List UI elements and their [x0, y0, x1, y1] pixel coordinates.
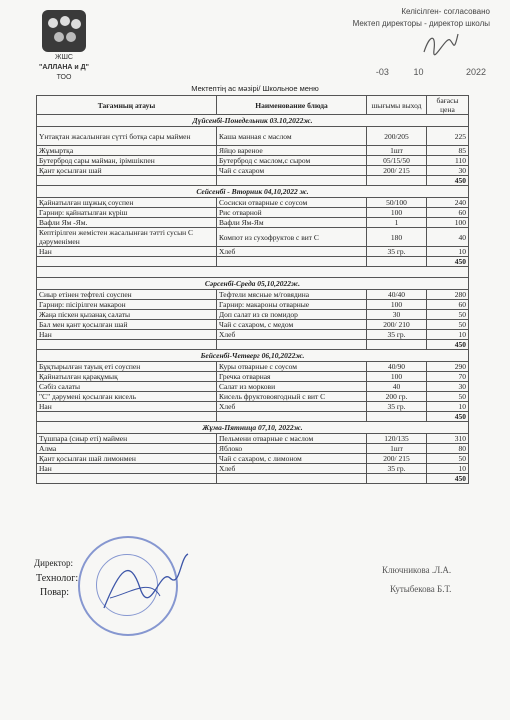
dish-price: 225 [427, 127, 469, 146]
dish-kz: Нан [37, 464, 217, 474]
approval-line-1: Келісілген- согласовано [401, 7, 490, 16]
dish-price: 100 [427, 218, 469, 228]
column-header-ru: Наименование блюда [217, 96, 367, 115]
dish-ru: Яйцо вареное [217, 146, 367, 156]
dish-kz: Нан [37, 330, 217, 340]
day-header: Жұма-Пятница 07,10, 2022ж. [37, 422, 469, 434]
dish-price: 290 [427, 362, 469, 372]
approval-date-month: 10 [413, 67, 424, 77]
dish-ru: Чай с сахаром, с медом [217, 320, 367, 330]
column-header-kz: Тағамның атауы [37, 96, 217, 115]
dish-kz: Қайнатылған қарақұмық [37, 372, 217, 382]
day-total: 450 [427, 257, 469, 267]
dish-price: 30 [427, 382, 469, 392]
director-signature [100, 548, 190, 618]
director-label: Директор: [34, 558, 74, 568]
dish-kz: Қант қосылған шай [37, 166, 217, 176]
approval-date-day: -03 [375, 67, 389, 77]
dish-output: 1 [367, 218, 427, 228]
dish-price: 50 [427, 320, 469, 330]
dish-output: 180 [367, 228, 427, 247]
technologist-label: Технолог: [36, 573, 79, 584]
dish-kz: Жаңа піскен қызанақ салаты [37, 310, 217, 320]
dish-ru: Хлеб [217, 464, 367, 474]
dish-kz: Жұмыртқа [37, 146, 217, 156]
dish-output: 40 [367, 382, 427, 392]
dish-kz: Кептірілген жемістен жасалынған тәтті сусын С дәруменімен [37, 228, 217, 247]
dish-ru: Компот из сухофруктов с вит С [217, 228, 367, 247]
dish-price: 50 [427, 454, 469, 464]
dish-kz: Бутерброд сары майман, ірімшікпен [37, 156, 217, 166]
day-header: Сәрсенбі-Среда 05,10,2022ж. [37, 278, 469, 290]
logo-emblem [42, 10, 86, 52]
company-logo [28, 10, 100, 94]
dish-output: 200/ 215 [367, 166, 427, 176]
dish-ru: Гарнир: макароны отварные [217, 300, 367, 310]
dish-price: 40 [427, 228, 469, 247]
dish-ru: Салат из моркови [217, 382, 367, 392]
dish-ru: Рис отварной [217, 208, 367, 218]
dish-output: 40/90 [367, 362, 427, 372]
logo-line-1: ЖШС [55, 54, 73, 61]
dish-output: 200/ 210 [367, 320, 427, 330]
dish-kz: Қант қосылған шай лимонмен [37, 454, 217, 464]
dish-kz: Нан [37, 247, 217, 257]
dish-price: 10 [427, 247, 469, 257]
dish-output: 30 [367, 310, 427, 320]
dish-ru: Яблоко [217, 444, 367, 454]
day-header: Дүйсенбі-Понедельник 03.10,2022ж. [37, 115, 469, 127]
dish-price: 30 [427, 166, 469, 176]
dish-price: 50 [427, 310, 469, 320]
dish-ru: Пельмени отварные с маслом [217, 434, 367, 444]
day-total: 450 [427, 176, 469, 186]
dish-output: 35 гр. [367, 247, 427, 257]
dish-kz: Қайнатылған шұжық соуспен [37, 198, 217, 208]
logo-line-3: ТОО [56, 74, 72, 81]
dish-ru: Гречка отварная [217, 372, 367, 382]
cook-name: Кутыбекова Б.Т. [390, 584, 452, 594]
dish-output: 05/15/50 [367, 156, 427, 166]
dish-kz: Бал мен қант қосылған шай [37, 320, 217, 330]
dish-ru: Каша манная с маслом [217, 127, 367, 146]
approval-line-2: Мектеп директоры - директор школы [352, 19, 490, 28]
spacer-row [37, 267, 469, 278]
day-header: Бейсенбі-Четверг 06,10,2022ж. [37, 350, 469, 362]
dish-ru: Вафли Ям-Ям [217, 218, 367, 228]
dish-ru: Куры отварные с соусом [217, 362, 367, 372]
dish-output: 100 [367, 372, 427, 382]
dish-price: 60 [427, 300, 469, 310]
dish-kz: Гарнир: қайнатылған күріш [37, 208, 217, 218]
dish-kz: "С" дәрумені қосылған кисель [37, 392, 217, 402]
dish-price: 70 [427, 372, 469, 382]
technologist-name: Ключникова .Л.А. [382, 565, 452, 575]
dish-price: 50 [427, 392, 469, 402]
dish-kz: Тұшпара (сиыр еті) маймен [37, 434, 217, 444]
dish-output: 40/40 [367, 290, 427, 300]
dish-ru: Хлеб [217, 247, 367, 257]
dish-ru: Бутерброд с маслом,с сыром [217, 156, 367, 166]
dish-output: 1шт [367, 444, 427, 454]
dish-kz: Бұқтырылған тауық еті соуспен [37, 362, 217, 372]
dish-ru: Чай с сахаром, с лимоном [217, 454, 367, 464]
dish-price: 60 [427, 208, 469, 218]
approval-block [318, 6, 490, 77]
cook-label: Повар: [40, 587, 70, 598]
dish-output: 120/135 [367, 434, 427, 444]
dish-output: 1шт [367, 146, 427, 156]
dish-output: 100 [367, 208, 427, 218]
dish-kz: Гарнир: пісірілген макарон [37, 300, 217, 310]
dish-output: 35 гр. [367, 402, 427, 412]
page-title: Мектептің ас мәзірі/ Школьное меню [191, 84, 319, 93]
dish-price: 10 [427, 330, 469, 340]
dish-price: 85 [427, 146, 469, 156]
dish-price: 310 [427, 434, 469, 444]
menu-table [36, 95, 469, 484]
column-header-price: бағасы цена [427, 96, 469, 115]
dish-kz: Нан [37, 402, 217, 412]
logo-line-2: "АЛЛАНА и Д" [39, 64, 89, 71]
dish-ru: Чай с сахаром [217, 166, 367, 176]
day-header: Сейсенбі - Вторник 04,10,2022 ж. [37, 186, 469, 198]
day-total: 450 [427, 474, 469, 484]
approval-date-year: 2022 [465, 67, 486, 77]
dish-price: 80 [427, 444, 469, 454]
dish-output: 100 [367, 300, 427, 310]
dish-kz: Вафли Ям -Ям. [37, 218, 217, 228]
day-total: 450 [427, 340, 469, 350]
dish-price: 10 [427, 464, 469, 474]
dish-output: 200/ 215 [367, 454, 427, 464]
dish-kz: Сәбіз салаты [37, 382, 217, 392]
dish-output: 35 гр. [367, 464, 427, 474]
dish-output: 200/205 [367, 127, 427, 146]
dish-kz: Алма [37, 444, 217, 454]
approval-signature [420, 30, 460, 60]
dish-output: 35 гр. [367, 330, 427, 340]
dish-ru: Хлеб [217, 330, 367, 340]
dish-price: 280 [427, 290, 469, 300]
dish-kz: Үнтақтан жасалынған сүтті ботқа сары маймен [37, 127, 217, 146]
approval-date [318, 66, 486, 78]
dish-ru: Тефтели мясные м/говядина [217, 290, 367, 300]
dish-ru: Доп салат из св помидор [217, 310, 367, 320]
column-header-output: шығымы выход [367, 96, 427, 115]
dish-price: 10 [427, 402, 469, 412]
dish-kz: Сиыр етінен тефтелі соуспен [37, 290, 217, 300]
dish-output: 200 гр. [367, 392, 427, 402]
dish-ru: Сосиски отварные с соусом [217, 198, 367, 208]
day-total: 450 [427, 412, 469, 422]
dish-output: 50/100 [367, 198, 427, 208]
dish-ru: Кисель фруктовоягодный с вит С [217, 392, 367, 402]
dish-price: 110 [427, 156, 469, 166]
dish-ru: Хлеб [217, 402, 367, 412]
dish-price: 240 [427, 198, 469, 208]
